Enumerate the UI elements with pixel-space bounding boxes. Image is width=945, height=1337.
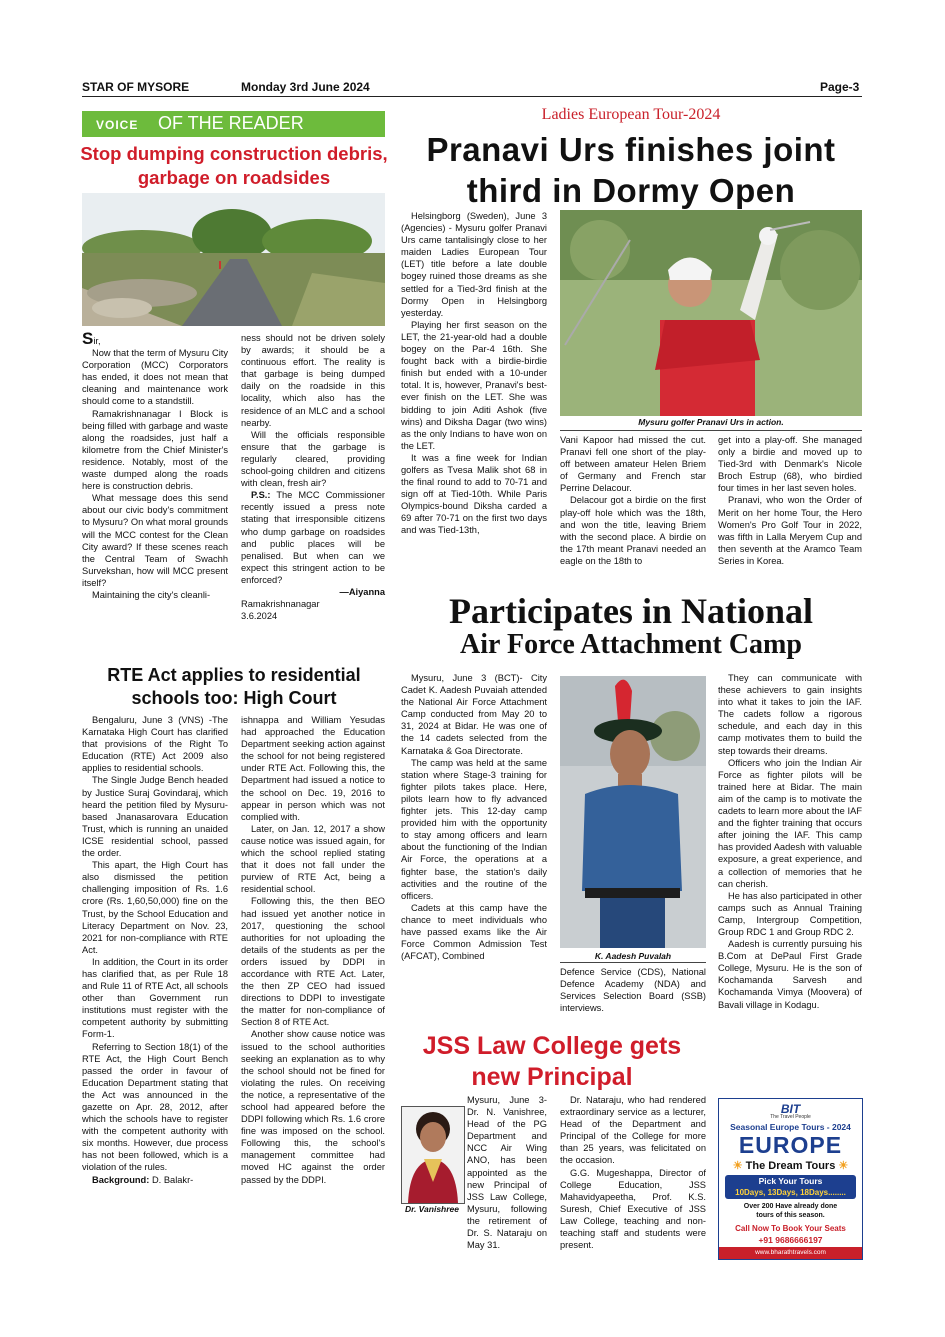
golfer-photo — [560, 210, 862, 416]
airforce-column-1: Mysuru, June 3 (BCT)- City Cadet K. Aadesh Puvaiah attended the National Air Force Attachment Camp conducted from May 20 to 31, 2024 at Bidar. He was one of the 14 cadets selected from the Karnataka & Goa Directorate. The camp was held at the same station where Stage-3 training for fighter pilots takes place. Here, pilots learn how to fly advanced fighter jets. This 12-day camp provided him with the opportunity to stay among officers and learn about the functioning of the Indian Air Force, the operations at a fighter base, the station's daily activities and the routine of the officers. Cadets at this camp have the chance to meet individuals who have passed exams like the Air Force Common Admission Test (AFCAT), Combined — [401, 673, 547, 962]
ad-website[interactable]: www.bharathtravels.com — [719, 1247, 862, 1259]
ad-booked-2: tours of this season. — [756, 1212, 825, 1219]
vanishree-photo — [401, 1106, 465, 1204]
europe-tours-ad[interactable] — [718, 1098, 863, 1260]
ad-booked-1: Over 200 Have already done — [743, 1203, 838, 1210]
cadet-photo — [560, 676, 706, 948]
voice-banner — [82, 111, 385, 137]
ad-season: Seasonal Europe Tours - 2024 — [730, 1122, 851, 1132]
voice-column-2: ness should not be driven solely by awards; it should be a continuous effort. The reality is that garbage is being dumped daily on the roadside in this locality, which also has the residence of an MLC and a school nearby. Will the officials responsible ensure that the garbage is regularly cleared, providing school-going children and citizens with clean, fresh air? P.S.: The MCC Commissioner recently issued a press note stating that irresponsible citizens who dump garbage on roadsides and public places will be penalised. But when can we expect this stringent action to be enforced? —Aiyanna Ramakrishnanagar 3.6.2024 — [241, 333, 385, 622]
cadet-caption-rule — [560, 962, 706, 963]
sun-icon: ☀ — [732, 1160, 743, 1172]
rte-column-2: ishnappa and William Yesudas had approached the Education Department seeking action against the school for not being registered under RTE Act. Following this, the Department had issued a notice to the school on Dec. 19, 2016 to appear in person which was not complied with. Later, on Jan. 12, 2017 a show cause notice was issued again, for which the school replied stating that it does not fall under the purview of RTE Act, being a residential school. Following this, the then BEO had issued yet another notice in 2017, questioning the school authorities for not uploading the details of the students as per the orders issued by DDPI in accordance with RTE Act. Later, the then ZP CEO had issued directions to DDPI to investigate the matter for non-compliance of Section 8 of RTE Act. Another show cause notice was issued to the school authorities seeking an explanation as to why the school should not be fined for violating the rules. On receiving the notice, a representative of the school had appeared before the DDPI following which Rs. 1.6 crore fine was imposed on the school. Following this, the school's management committee had moved HC against the order passed by the DDPI. — [241, 715, 385, 1185]
voice-column-1: Sir, Now that the term of Mysuru City Corporation (MCC) Corporators has ended, it does not mean that cleaning and maintenance work should come to a standstill. Ramakrishnanagar I Block is being filled with garbage and waste along the roadsides, just half a kilometre from the Chief Minister's residence. Notably, most of the waste dumped along the roads here is construction debris. What message does this send about our civic body's commitment to Mysuru? On what moral grounds will the MCC contest for the Clean City award? If these scenes reach the Central Team of Swachh Survekshan, how will MCC present itself? Maintaining the city's cleanli- — [82, 329, 228, 600]
golf-headline: Pranavi Urs finishes joint third in Dormy Open — [426, 131, 836, 209]
airforce-column-2: Defence Service (CDS), National Defence Academy (NDA) and Services Selection Board (SSB) interviews. — [560, 967, 706, 1014]
ad-europe: EUROPE — [738, 1132, 843, 1158]
ad-call: Call Now To Book Your Seats — [735, 1224, 846, 1233]
ad-tagline: ☀ The Dream Tours ☀ — [732, 1160, 849, 1172]
ad-phone[interactable]: +91 9686666197 — [758, 1235, 823, 1245]
road-garbage-photo — [82, 193, 385, 326]
voice-headline: Stop dumping construction debris, garbage on roadsides — [80, 143, 388, 188]
voice-banner-label: VOICE — [96, 118, 139, 132]
ad-logo-sub: The Travel People — [770, 1114, 811, 1120]
issue-date: Monday 3rd June 2024 — [241, 80, 370, 94]
rte-column-1: Bengaluru, June 3 (VNS) -The Karnataka High Court has clarified that provisions of the Right To Education (RTE) Act 2009 also applies to residential schools. The Single Judge Bench headed by Justice Suraj Govindaraj, which heard the petition filed by Mysuru-based Jnanasarovara Education Trust, which is running an unaided ICSE residential school, passed the order. This apart, the High Court has also dismissed the petition challenging imposition of Rs. 1.6 crore (Rs. 1,60,50,000) fine on the Trust, by the School Education and Literacy Department on Nov. 23, 2021 for non-compliance with RTE Act. In addition, the Court in its order has clarified that, as per Rule 18 and Rule 11 of RTE Act, all schools other than Government run institutions must register with the competent authority by submitting Form-1. Referring to Section 18(1) of the RTE Act, the High Court Bench passed the order in favour of Education Department stating that the Act was announced in the gazette on Apr. 28, 2012, after which the schools have to register with the competent authority with six months. However, due process has not been followed, which is a violation of the rules. Background: D. Balakr- — [82, 715, 228, 1185]
vanishree-caption: Dr. Vanishree — [404, 1204, 460, 1214]
golf-column-2: Vani Kapoor had missed the cut. Pranavi fell one short of the play-off between amateur Helen Briem of Germany and French star Perrine Delacour. Delacour got a birdie on the first play-off hole which was the 18th, and won the title, leaving Briem with the second place. A birdie on the 17th meant Pranavi needed an eagle on the 18th to — [560, 435, 706, 566]
cadet-caption: K. Aadesh Puvalah — [594, 951, 672, 961]
header-rule — [82, 96, 862, 97]
golf-caption-rule — [560, 430, 862, 431]
golf-column-3: get into a play-off. She managed only a birdie and moved up to Tied-3rd with Denmark's Nicole Broch Estrup (68), who birdied four times in her last seven holes. Pranavi, who won the Order of Merit on her home Tour, the Hero Women's Pro Golf Tour in 2022, was fifth in Lalla Meryem Cup and then seventh at the Aramco Team Series in Korea. — [718, 435, 862, 566]
rte-headline: RTE Act applies to residential schools too: High Court — [107, 665, 361, 708]
golf-kicker: Ladies European Tour-2024 — [541, 106, 721, 123]
airforce-column-3: They can communicate with these achievers to gain insights into what it takes to join the IAF. The cadets follow a rigorous schedule, and each day in this camp motivates them to build the step towards their dreams. Officers who join the Indian Air Force as fighter pilots will be trained here at Bidar. The main aim of the camp is to motivate the cadets to learn more about the IAF and the fighter training that occurs after joining the IAF. This camp has provided Aadesh with valuable exposure, a great experience, and a collection of memories that he can cherish. He has also participated in other camps such as Annual Training Camp, Intergroup Competition, Group RDC 1 and Group RDC 2. Aadesh is currently pursuing his B.Com at DePaul First Grade College, Mysuru. He is the son of Kochamanda Sarvesh and Kochamanda Vimya (Moovera) of Bavali village in Kodagu. — [718, 673, 862, 1010]
page-number: Page-3 — [820, 80, 860, 94]
ad-logo: BIT — [780, 1102, 801, 1116]
sun-icon: ☀ — [838, 1160, 849, 1172]
golf-caption: Mysuru golfer Pranavi Urs in action. — [638, 417, 784, 427]
voice-banner-rest: OF THE READER — [158, 113, 304, 133]
jss-headline: JSS Law College gets new Principal — [422, 1032, 682, 1091]
jss-column-1: Mysuru, June 3- Dr. N. Vanishree, Head of the PG Department and NCC Air Wing ANO, has been appointed as the new Principal of JSS Law College, Mysuru, following the retirement of Dr. S. Nataraju on May 31. — [467, 1095, 547, 1251]
golf-column-1: Helsingborg (Sweden), June 3 (Agencies) - Mysuru golfer Pranavi Urs came tantalisingly close to her maiden Ladies European Tour (LET) title before a late double bogey ruined those dreams as she settled for a Tied-3rd finish at the Dormy Open in Helsingborg yesterday. Playing her first season on the LET, the 21-year-old had a double bogey on the Par-4 16th. She fought back with a birdie-birdie finish but ended with a 10-under total. It is, however, Pranavi's best-ever finish on the LET. She was bidding to join Aditi Ashok (five wins) and Diksha Dagar (two wins) as the only Indians to have won on the LET. It was a fine week for Indian golfers as Tvesa Malik shot 68 in the final round to add to 70-71 and sign off at Tied-10th. While Paris Olympics-bound Diksha carded a 69 after 70-71 on the first two days and was Tied-13th, — [401, 211, 547, 536]
jss-column-2: Dr. Nataraju, who had rendered extraordinary service as a lecturer, Head of the Department and Principal of the College for more than 25 years, was felicitated on the occasion. G.G. Mugeshappa, Director of College Education, JSS Mahavidyapeetha, Prof. K.S. Suresh, Chief Executive of JSS Law College, teaching and non-teaching staff and students were present. — [560, 1095, 706, 1251]
paper-name: STAR OF MYSORE — [82, 80, 190, 94]
ad-pick-box: Pick Your Tours 10Days, 13Days, 18Days........ — [725, 1175, 856, 1199]
airforce-headline: Participates in National Air Force Attachment Camp — [449, 591, 813, 660]
